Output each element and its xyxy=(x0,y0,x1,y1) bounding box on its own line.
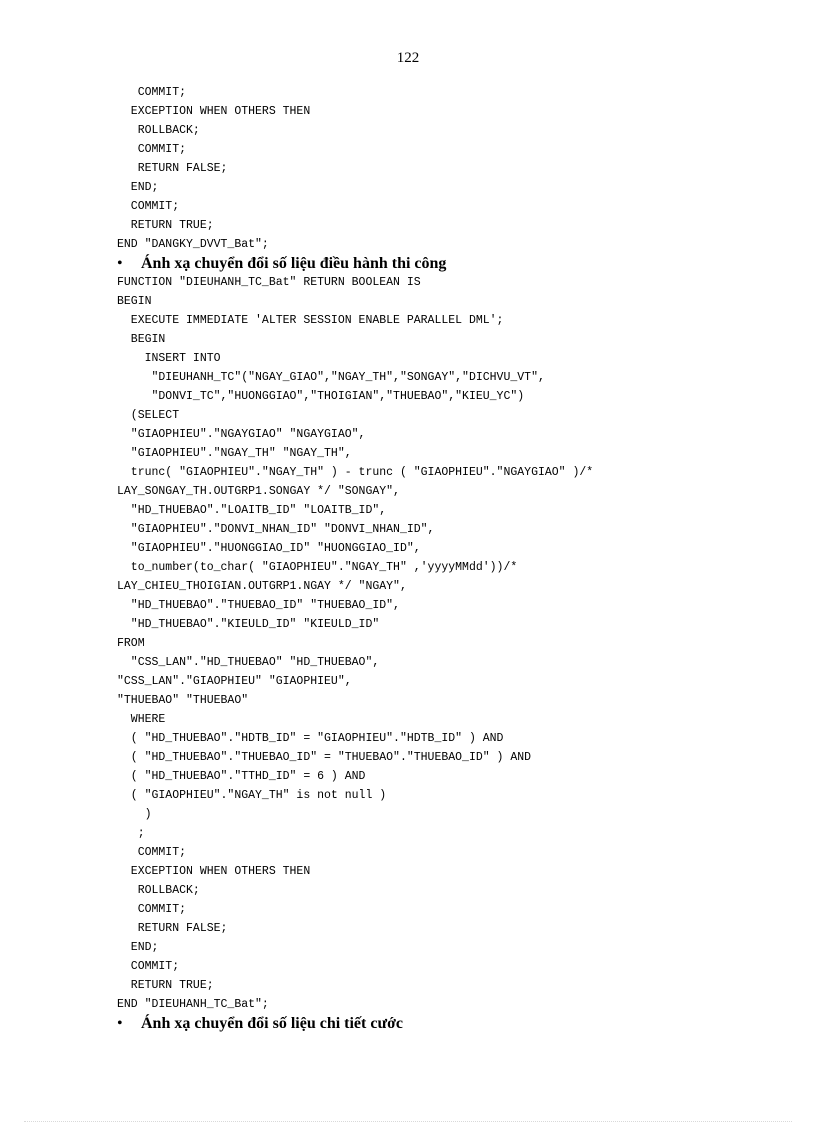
code-line: RETURN TRUE; xyxy=(117,219,214,232)
code-line: END; xyxy=(117,181,159,194)
code-line: "DIEUHANH_TC"("NGAY_GIAO","NGAY_TH","SONGAY","DICHVU_VT", xyxy=(117,371,545,384)
code-line: COMMIT; xyxy=(117,143,187,156)
code-line: EXCEPTION WHEN OTHERS THEN xyxy=(117,865,311,878)
code-line: COMMIT; xyxy=(117,200,180,213)
code-line: to_number(to_char( "GIAOPHIEU"."NGAY_TH" ,'yyyyMMdd'))/* xyxy=(117,561,518,574)
code-line: ROLLBACK; xyxy=(117,124,200,137)
code-line: "HD_THUEBAO"."THUEBAO_ID" "THUEBAO_ID", xyxy=(117,599,400,612)
code-line: "DONVI_TC","HUONGGIAO","THOIGIAN","THUEBAO","KIEU_YC") xyxy=(117,390,525,403)
code-line: END; xyxy=(117,941,159,954)
page-number: 122 xyxy=(396,50,420,66)
code-line: COMMIT; xyxy=(117,903,187,916)
code-line: "GIAOPHIEU"."HUONGGIAO_ID" "HUONGGIAO_ID", xyxy=(117,542,421,555)
code-line: RETURN FALSE; xyxy=(117,922,228,935)
code-line: ( "HD_THUEBAO"."TTHD_ID" = 6 ) AND xyxy=(117,770,366,783)
code-line: ( "HD_THUEBAO"."HDTB_ID" = "GIAOPHIEU"."HDTB_ID" ) AND xyxy=(117,732,504,745)
code-line: INSERT INTO xyxy=(117,352,221,365)
section-heading-text: Ánh xạ chuyển đổi số liệu điều hành thi công xyxy=(141,255,447,272)
code-line: "GIAOPHIEU"."DONVI_NHAN_ID" "DONVI_NHAN_ID", xyxy=(117,523,435,536)
code-line: END "DANGKY_DVVT_Bat"; xyxy=(117,238,269,251)
code-line: "GIAOPHIEU"."NGAYGIAO" "NGAYGIAO", xyxy=(117,428,366,441)
code-line: RETURN FALSE; xyxy=(117,162,228,175)
section-heading xyxy=(117,1013,403,1035)
section-heading xyxy=(117,253,446,275)
code-line: "THUEBAO" "THUEBAO" xyxy=(117,694,249,707)
code-line: WHERE xyxy=(117,713,166,726)
code-line: COMMIT; xyxy=(117,86,187,99)
code-line: COMMIT; xyxy=(117,846,187,859)
code-line: ( "HD_THUEBAO"."THUEBAO_ID" = "THUEBAO"."THUEBAO_ID" ) AND xyxy=(117,751,532,764)
code-line: ( "GIAOPHIEU"."NGAY_TH" is not null ) xyxy=(117,789,387,802)
code-line: ; xyxy=(117,827,145,840)
code-line: FROM xyxy=(117,637,145,650)
code-line: END "DIEUHANH_TC_Bat"; xyxy=(117,998,269,1011)
bullet-icon: • xyxy=(117,1015,123,1032)
code-line: "CSS_LAN"."HD_THUEBAO" "HD_THUEBAO", xyxy=(117,656,380,669)
code-line: "CSS_LAN"."GIAOPHIEU" "GIAOPHIEU", xyxy=(117,675,352,688)
code-line: "GIAOPHIEU"."NGAY_TH" "NGAY_TH", xyxy=(117,447,352,460)
code-line: trunc( "GIAOPHIEU"."NGAY_TH" ) - trunc ( "GIAOPHIEU"."NGAYGIAO" )/* xyxy=(117,466,594,479)
bullet-icon: • xyxy=(117,255,123,272)
code-line: LAY_SONGAY_TH.OUTGRP1.SONGAY */ "SONGAY", xyxy=(117,485,400,498)
code-line: "HD_THUEBAO"."KIEULD_ID" "KIEULD_ID" xyxy=(117,618,380,631)
code-line: RETURN TRUE; xyxy=(117,979,214,992)
code-line: "HD_THUEBAO"."LOAITB_ID" "LOAITB_ID", xyxy=(117,504,387,517)
code-line: ROLLBACK; xyxy=(117,884,200,897)
code-line: COMMIT; xyxy=(117,960,180,973)
code-line: FUNCTION "DIEUHANH_TC_Bat" RETURN BOOLEAN IS xyxy=(117,276,421,289)
code-line: (SELECT xyxy=(117,409,180,422)
footer-divider xyxy=(24,1121,792,1122)
section-heading-text: Ánh xạ chuyển đổi số liệu chi tiết cước xyxy=(141,1015,404,1032)
code-line: LAY_CHIEU_THOIGIAN.OUTGRP1.NGAY */ "NGAY", xyxy=(117,580,407,593)
code-line: BEGIN xyxy=(117,295,152,308)
code-line: EXCEPTION WHEN OTHERS THEN xyxy=(117,105,311,118)
code-line: EXECUTE IMMEDIATE 'ALTER SESSION ENABLE PARALLEL DML'; xyxy=(117,314,504,327)
code-line: ) xyxy=(117,808,152,821)
code-line: BEGIN xyxy=(117,333,166,346)
